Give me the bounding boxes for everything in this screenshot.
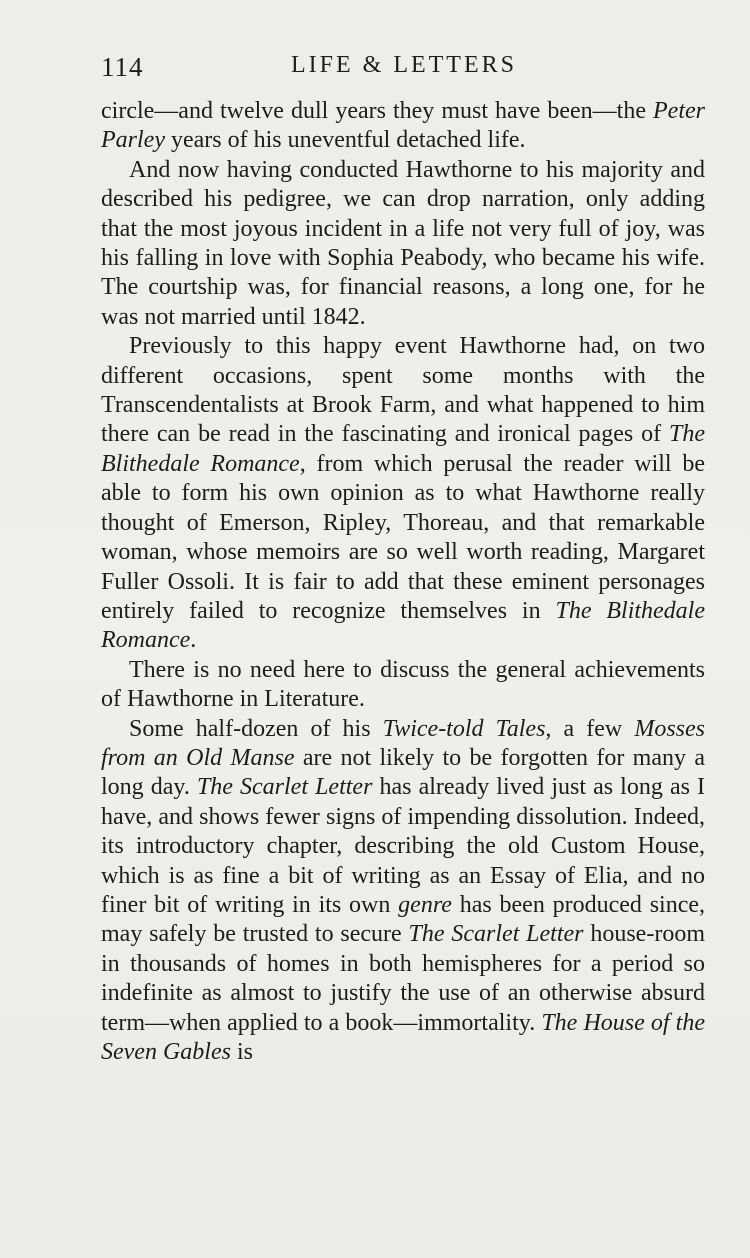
text-run: are not likely to be forgotten for many a long day. <box>101 744 705 801</box>
paragraph <box>101 715 705 1068</box>
italic-title: genre <box>398 891 452 918</box>
italic-title: The Scarlet Letter <box>408 921 584 948</box>
text-run: Previously to this happy event Hawthorne had, on two different occasions, spent some months with the Transcendentalists at Brook Farm, and what happened to him there can be read in the fascinating and ironical pages of <box>101 333 705 448</box>
text-run: circle—and twelve dull years they must have been—the <box>101 98 654 124</box>
paragraph <box>101 656 705 715</box>
text-run: is <box>230 1039 253 1065</box>
paragraph <box>101 97 705 156</box>
text-run: And now having conducted Hawthorne to his majority and described his pedigree, we can drop narration, only adding that the most joyous incident in a life not very full of joy, was his falling in love with Sophia Peabody, who became his wife. The courtship was, for financial reasons, a long one, for he was not married until 1842. <box>101 156 705 330</box>
italic-title: The Blithedale Romance <box>101 421 705 477</box>
text-run: , from which perusal the reader will be able to form his own opinion as to what Hawthorne really thought of Emerson, Ripley, Thoreau, and that remarkable woman, whose memoirs are so well worth reading, Margaret Fuller Ossoli. It is fair to add that these eminent personages entirely failed to recognize themselves in <box>101 450 706 624</box>
italic-title: Twice-told Tales <box>382 715 546 742</box>
body-text <box>101 97 705 1067</box>
text-run: house-room in thousands of homes in both hemispheres for a period so indefinite as almost to justify the use of an otherwise absurd term—when applied to a book—immortality. <box>101 921 705 1036</box>
text-run: . <box>190 627 197 654</box>
paragraph <box>101 156 705 332</box>
italic-title: The Blithedale Romance <box>101 597 706 654</box>
text-run: , a few <box>545 715 635 742</box>
italic-title: Mosses from an Old Manse <box>101 715 705 771</box>
text-run: years of his uneventful detached life. <box>164 127 526 154</box>
italic-title: Peter Parley <box>101 98 705 154</box>
text-run: has been produced since, may safely be trusted to secure <box>101 891 706 948</box>
text-run: There is no need here to discuss the general achievements of Hawthorne in Literature. <box>101 656 705 713</box>
italic-title: The Scarlet Letter <box>196 774 373 801</box>
italic-title: The House of the Seven Gables <box>101 1009 705 1065</box>
page-number: 114 <box>101 52 144 82</box>
paragraph <box>101 332 705 655</box>
running-head: LIFE & LETTERS <box>291 52 517 78</box>
text-run: Some half-dozen of his <box>129 715 383 742</box>
text-run: has already lived just as long as I have, and shows fewer signs of impending dissolution. Indeed, its introductory chapter, describing the old Custom House, which is as fine a bit of writing as an Essay of Elia, and no finer bit of writing in its own <box>101 774 706 918</box>
page-header <box>101 52 707 86</box>
